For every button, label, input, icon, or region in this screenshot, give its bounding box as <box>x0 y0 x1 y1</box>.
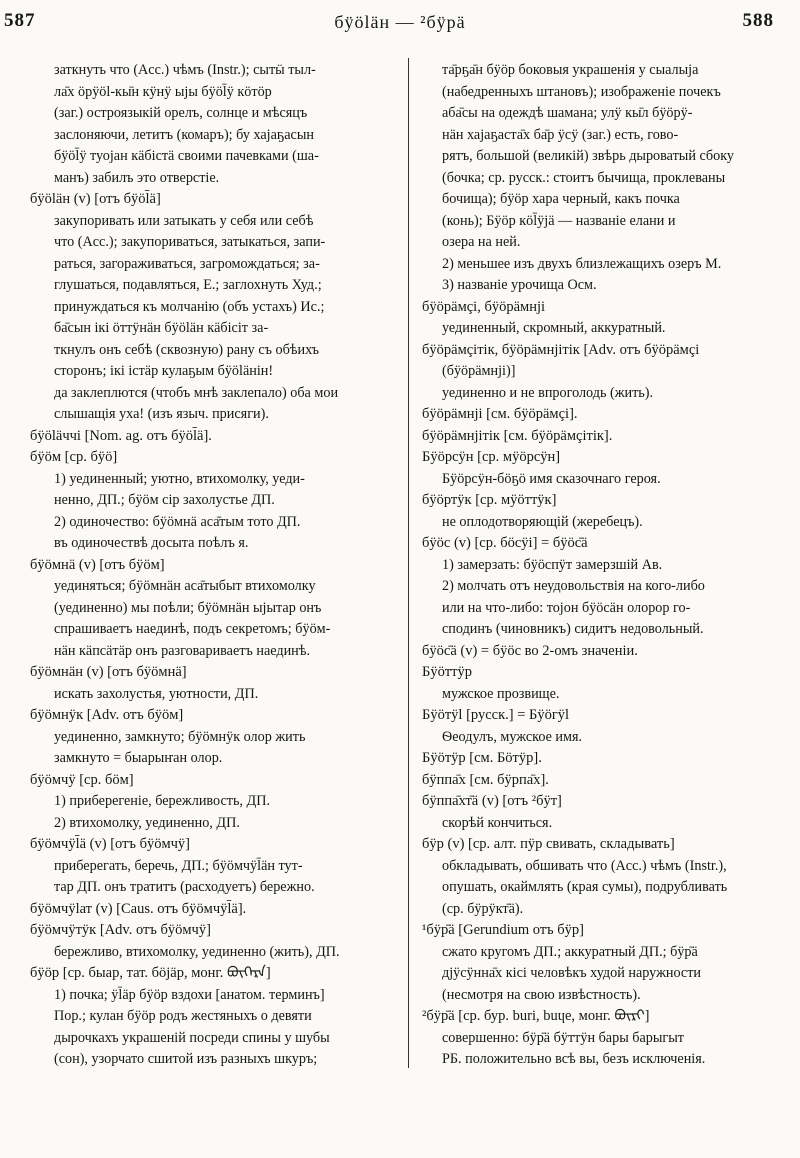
definition-line: ла̄х öрӱöl-кы̄н кӱнӱ ыjы бӱöl̄ӱ кöтöр <box>54 83 272 100</box>
headword-line: бӱöрäмçі, бӱöрäмнjі <box>422 298 546 315</box>
definition-line: скорѣй кончиться. <box>442 814 553 831</box>
definition-line: замкнуто = быарыҥан олор. <box>54 750 223 766</box>
definition-line: (уединенно) мы поѣли; бӱöмнäн ыjытар онъ <box>54 599 322 616</box>
headword-line: бӱöмчӱl̄ä (v) [отъ бӱöмчӱ] <box>30 836 190 852</box>
definition-line: нäн хаjаҕаста̄х ба̄р ӱсӱ (заг.) есть, гово- <box>442 126 679 143</box>
definition-line: принуждаться къ молчанію (объ устахъ) Ис.; <box>54 298 325 315</box>
page-header <box>0 0 800 44</box>
definition-line: опушать, окаймлять (края сумы), подрубливать <box>442 879 728 895</box>
definition-line: слышащія уха! (изъ языч. присяги). <box>54 406 269 422</box>
headword-line: бӱппа̄х [см. бӱрпа̄х]. <box>422 771 549 788</box>
definition-line: 1) уединенный; уютно, втихомолку, уеди- <box>54 470 305 487</box>
definition-line: или на что-либо: тоjон бӱöсäн олорор го- <box>442 599 691 616</box>
definition-line: бӱöl̄ӱ туоjан кäбістä своими пачевками (ша- <box>54 148 319 164</box>
definition-line: ба̄сын ікі öттӱнäн бӱöläн кäбісіт за- <box>54 320 269 336</box>
definition-line: уединенно, замкнуто; бӱöмнӱк олор жить <box>54 728 306 745</box>
definition-line: Ѳеодулъ, мужское имя. <box>442 728 583 745</box>
definition-line: (набедренныхъ штановъ); изображеніе почекъ <box>442 83 721 100</box>
definition-line: 1) почка; ӱl̄äр бӱöр вздохи [анатом. терминъ] <box>54 986 325 1003</box>
definition-line: заслоняючи, летитъ (комаръ); бу хаjаҕасын <box>54 126 314 143</box>
definition-line: раться, загораживаться, загромождаться; за- <box>54 255 320 272</box>
definition-line: сжато кругомъ ДП.; аккуратный ДП.; бӱр̄ä <box>442 943 698 960</box>
running-title: бӱöläн — ²бӱрä <box>334 12 466 32</box>
definition-line: совершенно: бӱр̄ä бӱттӱн бары барыгыт <box>442 1029 684 1046</box>
definition-line: тар ДП. онъ тратитъ (расходуетъ) бережно. <box>54 879 315 895</box>
definition-line: ненно, ДП.; бӱöм сір захолустье ДП. <box>54 492 275 508</box>
definition-line: бережливо, втихомолку, уединенно (жить), ДП. <box>54 943 340 960</box>
definition-line: 2) втихомолку, уединенно, ДП. <box>54 814 240 831</box>
definition-line: въ одиночествѣ досыта поѣлъ я. <box>54 535 249 551</box>
definition-line: дjӱсӱнна̄х кісі человѣкъ худой наружности <box>442 965 702 981</box>
definition-line: манъ) забилъ это отверстіе. <box>54 169 220 186</box>
headword-line: бӱппа̄хт̄ä (v) [отъ ²бӱт] <box>422 793 562 809</box>
definition-line: да заклеплются (чтобъ мнѣ заклепало) оба мои <box>54 384 339 401</box>
headword-line: бӱöläччі [Nom. ag. отъ бӱöl̄ä]. <box>30 427 212 444</box>
headword-line: бӱöмнäн (v) [отъ бӱöмнä] <box>30 664 187 680</box>
definition-line: ткнулъ онъ себѣ (сквозную) рану съ обѣихъ <box>54 341 319 358</box>
headword-line: бӱöмчӱ [ср. бöм] <box>30 771 134 788</box>
definition-line: уединенно и не впроголодь (жить). <box>442 384 654 401</box>
headword-line: Бӱöрсӱн [ср. мӱöрсӱн] <box>422 449 561 465</box>
definition-line: искать захолустья, уютности, ДП. <box>54 685 259 702</box>
definition-line: Бӱöрсӱн-бöҕö имя сказочнаго героя. <box>442 470 661 487</box>
definition-line: обкладывать, обшивать что (Acc.) чѣмъ (Instr.), <box>442 857 727 874</box>
definition-line: заткнуть что (Acc.) чѣмъ (Instr.); сытӹ тыл- <box>54 62 316 78</box>
headword-line: ²бӱр̄ä [ср. бур. buri, buɥe, монг. ᠪᠦᠷᠢ] <box>422 1008 650 1024</box>
definition-line: спрашиваетъ наединѣ, подъ секретомъ; бӱöм- <box>54 621 331 637</box>
column-divider <box>408 58 409 1068</box>
definition-line: сподинъ (чиновникъ) сидитъ недовольный. <box>442 621 704 637</box>
definition-line: рятъ, большой (великій) звѣрь дыроватый сбоку <box>442 148 735 164</box>
definition-line: аба̄сы на одеждѣ шамана; улӱ кы̄л бӱöрӱ- <box>442 105 693 121</box>
headword-line: бӱр (v) [ср. алт. пӱр свивать, складывать] <box>422 836 675 852</box>
definition-line: сторонъ; ікі істäр кулаҕым бӱöläнін! <box>54 363 274 379</box>
definition-line: РБ. положительно всѣ вы, безъ исключенія. <box>442 1051 706 1067</box>
definition-line: не оплодотворяющій (жеребецъ). <box>442 513 643 530</box>
definition-line: 2) молчать отъ неудовольствія на кого-либо <box>442 578 705 594</box>
definition-line: (конь); Бӱöр кöl̄ӱjä — названіе елани и <box>442 212 676 229</box>
definition-line: приберегать, беречь, ДП.; бӱöмчӱl̄äн тут- <box>54 857 303 874</box>
right-column <box>422 60 774 1071</box>
left-page-number: 587 <box>4 10 36 31</box>
definition-line: бочища); бӱöр хара черный, какъ почка <box>442 191 680 207</box>
definition-line: (ср. бӱрӱкт̄ä). <box>442 900 524 917</box>
headword-line: Бӱöтӱр [см. Бöтӱр]. <box>422 750 542 766</box>
definition-line: 1) замерзать: бӱöспӱт замерзшій Ав. <box>442 556 663 573</box>
headword-line: ¹бӱр̄ä [Gerundium отъ бӱр] <box>422 922 585 938</box>
definition-line: (заг.) остроязыкій орелъ, солнце и мѣсяцъ <box>54 105 308 121</box>
definition-line: 1) приберегеніе, бережливость, ДП. <box>54 793 270 809</box>
definition-line: уединенный, скромный, аккуратный. <box>442 320 666 336</box>
headword-line: бӱöм [ср. бӱö] <box>30 449 118 465</box>
headword-line: бӱöмнä (v) [отъ бӱöм] <box>30 556 165 573</box>
definition-line: уединяться; бӱöмнäн аса̄тыбыт втихомолку <box>54 578 316 594</box>
definition-line: 2) одиночество: бӱöмнä аса̄тым тото ДП. <box>54 513 301 530</box>
definition-line: глушаться, подавляться, Е.; заглохнуть Худ.; <box>54 277 322 293</box>
definition-line: мужское прозвище. <box>442 685 560 702</box>
definition-line: 3) названіе урочища Осм. <box>442 277 597 293</box>
headword-line: бӱöрäмнjі [см. бӱöрäмçі]. <box>422 406 578 422</box>
definition-line: 2) меньшее изъ двухъ близлежащихъ озеръ М. <box>442 255 722 272</box>
definition-line: (бӱöрäмнjі)] <box>442 363 516 379</box>
definition-line: закупоривать или затыкать у себя или себѣ <box>54 212 314 229</box>
right-page-number: 588 <box>742 10 774 31</box>
definition-line: Пор.; кулан бӱöр родъ жестяныхъ о девяти <box>54 1008 312 1024</box>
definition-line: (несмотря на свою извѣстность). <box>442 986 641 1003</box>
left-column <box>30 60 398 1071</box>
headword-line: бӱöс (v) [ср. бöсӱі] = бӱöс̄ä <box>422 535 588 551</box>
headword-line: Бӱöттӱр <box>422 664 472 680</box>
definition-line: та̄рҕа̄н бӱöр боковыя украшенія у сыалыjа <box>442 62 699 78</box>
definition-line: нäн кäпсäтäр онъ разговариваетъ наединѣ. <box>54 642 311 659</box>
headword-line: бӱöртӱк [ср. мӱöттӱк] <box>422 492 557 508</box>
headword-line: бӱöрäмçітік, бӱöрäмнjітік [Adv. отъ бӱöрäмçі <box>422 341 700 358</box>
headword-line: бӱöмнӱк [Adv. отъ бӱöм] <box>30 707 184 723</box>
headword-line: бӱöläн (v) [отъ бӱöl̄ä] <box>30 191 161 207</box>
headword-line: бӱöмчӱтӱк [Adv. отъ бӱöмчӱ] <box>30 922 211 938</box>
definition-line: озера на ней. <box>442 234 521 250</box>
headword-line: бӱöс̄ä (v) = бӱöс во 2-омъ значеніи. <box>422 642 638 659</box>
headword-line: Бӱöтӱl [русск.] = Бӱöгӱl <box>422 707 570 723</box>
definition-line: дырочкахъ украшеній посреди спины у шубы <box>54 1029 330 1046</box>
headword-line: бӱöмчӱlат (v) [Caus. отъ бӱöмчӱl̄ä]. <box>30 900 247 917</box>
definition-line: (бочка; ср. русск.: стоитъ бычища, проклеваны <box>442 169 726 186</box>
definition-line: что (Acc.); закупориваться, затыкаться, запи- <box>54 234 326 250</box>
headword-line: бӱöрäмнjітік [см. бӱöрäмçітік]. <box>422 427 613 444</box>
definition-line: (сон), узорчато сшитой изъ разныхъ шкуръ; <box>54 1051 318 1067</box>
headword-line: бӱöр [ср. быар, тат. бöjӓр, монг. ᠪᠦᠭᠡᠷᠡ] <box>30 965 271 981</box>
